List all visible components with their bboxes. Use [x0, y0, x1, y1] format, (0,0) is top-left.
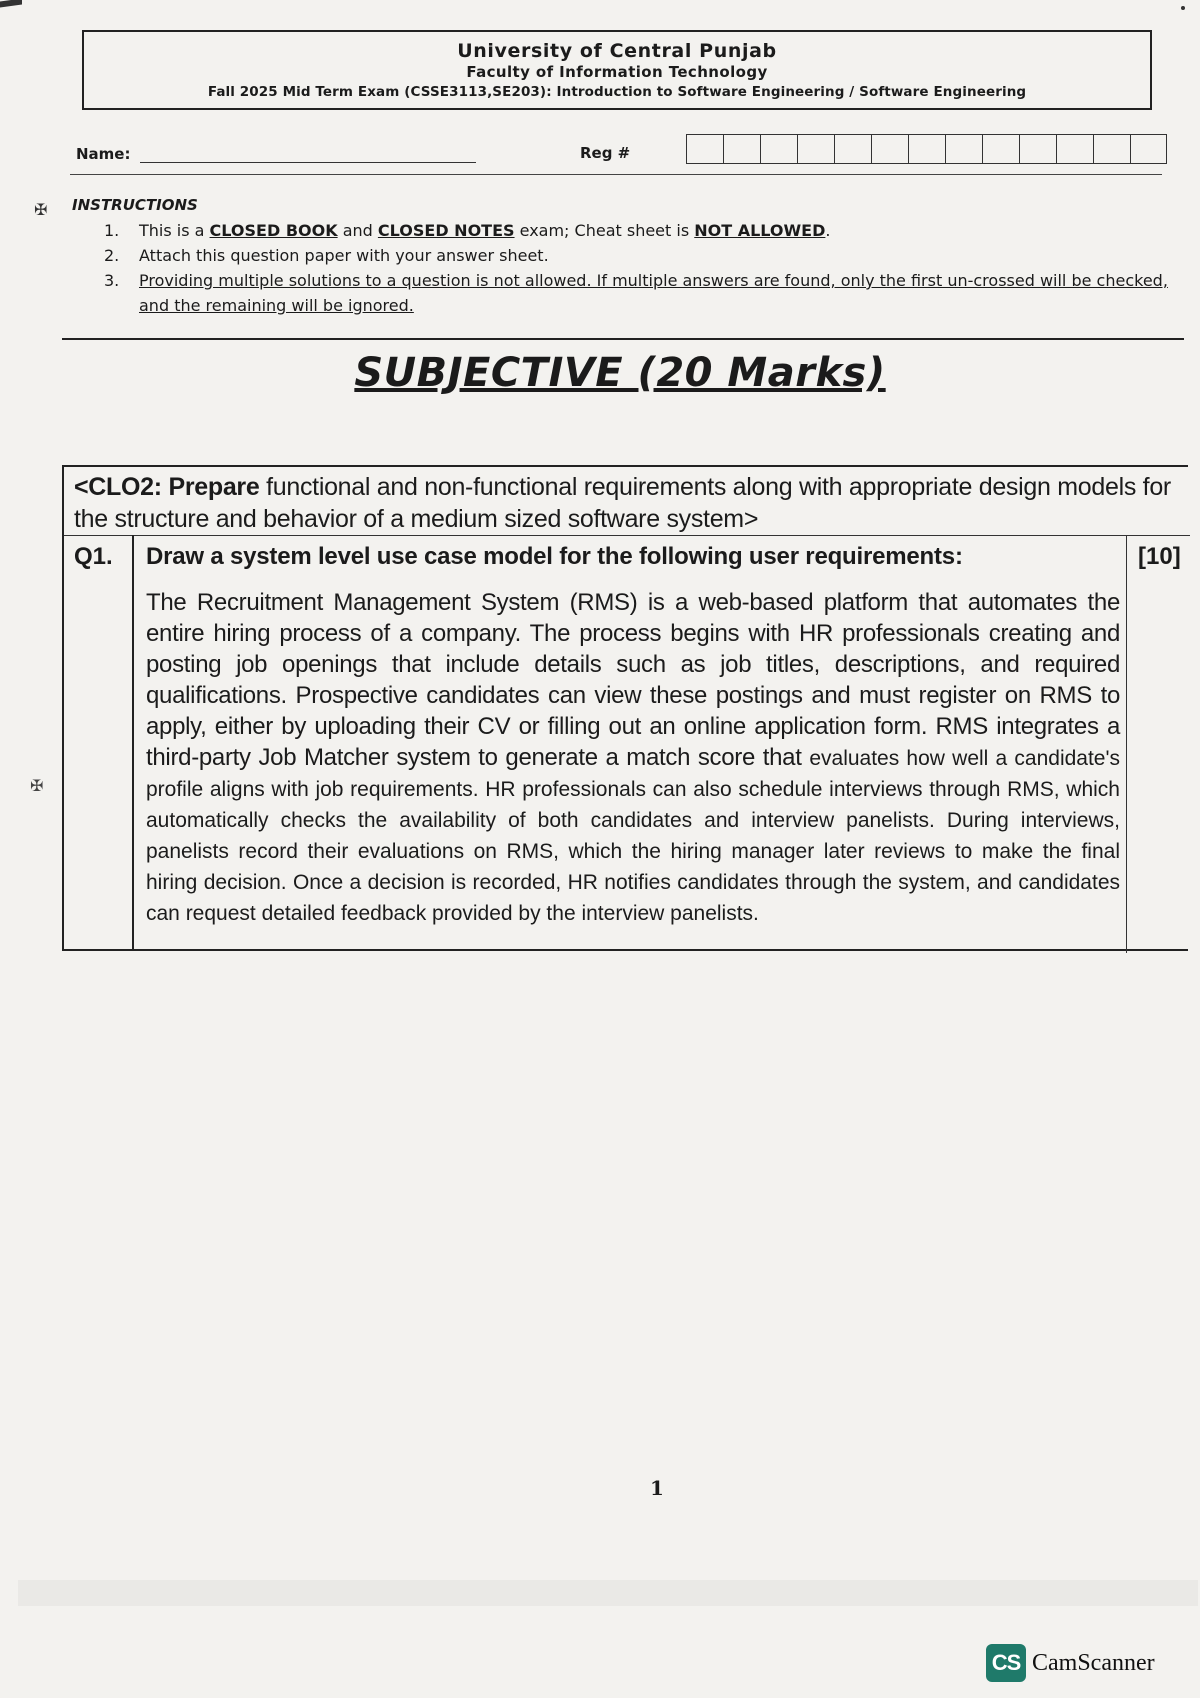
reg-label: Reg # — [580, 144, 631, 162]
scan-artifact — [18, 1580, 1198, 1606]
reg-digit-box[interactable] — [871, 134, 908, 164]
page-number: 1 — [650, 1476, 664, 1500]
annotation-icon: ✠ — [30, 776, 44, 795]
camscanner-text: CamScanner — [1032, 1649, 1155, 1676]
question-title: Draw a system level use case model for the following user requirements: — [146, 543, 963, 570]
question-number: Q1. — [74, 543, 113, 570]
instructions-title: INSTRUCTIONS — [72, 196, 198, 214]
divider — [132, 535, 134, 951]
reg-digit-box[interactable] — [797, 134, 834, 164]
list-item — [104, 268, 1186, 318]
question-table — [62, 465, 1188, 951]
list-item — [104, 218, 1186, 243]
item-text: Attach this question paper with your answer sheet. — [139, 246, 549, 265]
reg-number-boxes[interactable] — [686, 134, 1167, 164]
divider — [70, 174, 1162, 175]
item-number: 2. — [104, 246, 120, 265]
divider — [62, 338, 1184, 340]
reg-digit-box[interactable] — [1093, 134, 1130, 164]
reg-digit-box[interactable] — [945, 134, 982, 164]
item-text: Providing multiple solutions to a question is not allowed. If multiple answers are found, only the first un-crossed will be checked, and the remaining will be ignored. — [139, 271, 1168, 315]
exam-header — [82, 30, 1152, 110]
reg-digit-box[interactable] — [1056, 134, 1093, 164]
exam-title: Fall 2025 Mid Term Exam (CSSE3113,SE203): Introduction to Software Engineering / Software Engineering — [207, 84, 1027, 100]
clo-statement: <CLO2: Prepare functional and non-functional requirements along with appropriate design models for the structure and behavior of a medium sized software system> — [74, 473, 1171, 533]
reg-digit-box[interactable] — [1019, 134, 1056, 164]
item-number: 3. — [104, 271, 120, 290]
reg-digit-box[interactable] — [686, 134, 723, 164]
annotation-icon: ✠ — [34, 200, 48, 219]
camscanner-icon: CS — [986, 1644, 1026, 1682]
reg-digit-box[interactable] — [1130, 134, 1167, 164]
divider — [1126, 535, 1127, 953]
name-label: Name: — [76, 145, 131, 163]
instructions-list — [104, 218, 1186, 318]
scan-dot — [1181, 6, 1185, 10]
reg-digit-box[interactable] — [723, 134, 760, 164]
question-marks: [10] — [1138, 543, 1181, 570]
question-body: The Recruitment Management System (RMS) is a web-based platform that automates the entire hiring process of a company. The process begins with HR professionals creating and posting job openings that include details such as job titles, descriptions, and required qualifications. Prospective candidates can view these postings and must register on RMS to apply, either by uploading their CV or filling out an online application form. RMS integrates a third-party Job Matcher system to generate a match score that evaluates how well a candidate's profile aligns with job requirements. HR professionals can also schedule interviews through RMS, which automatically checks the availability of both candidates and interview panelists. During interviews, panelists record their evaluations on RMS, which the hiring manager later reviews to make the final hiring decision. Once a decision is recorded, HR notifies candidates through the system, and candidates can request detailed feedback provided by the interview panelists. — [146, 589, 1120, 925]
item-text: This is a CLOSED BOOK and CLOSED NOTES exam; Cheat sheet is NOT ALLOWED. — [139, 221, 831, 240]
university-name: University of Central Punjab — [457, 40, 777, 62]
reg-digit-box[interactable] — [834, 134, 871, 164]
faculty-name: Faculty of Information Technology — [466, 63, 768, 81]
camscanner-logo — [986, 1644, 1155, 1682]
reg-digit-box[interactable] — [760, 134, 797, 164]
reg-digit-box[interactable] — [908, 134, 945, 164]
scan-corner-mark — [0, 0, 22, 8]
list-item — [104, 243, 1186, 268]
divider — [64, 535, 1190, 536]
section-heading: SUBJECTIVE (20 Marks) — [354, 350, 886, 396]
name-field[interactable] — [140, 162, 476, 163]
item-number: 1. — [104, 221, 120, 240]
reg-digit-box[interactable] — [982, 134, 1019, 164]
